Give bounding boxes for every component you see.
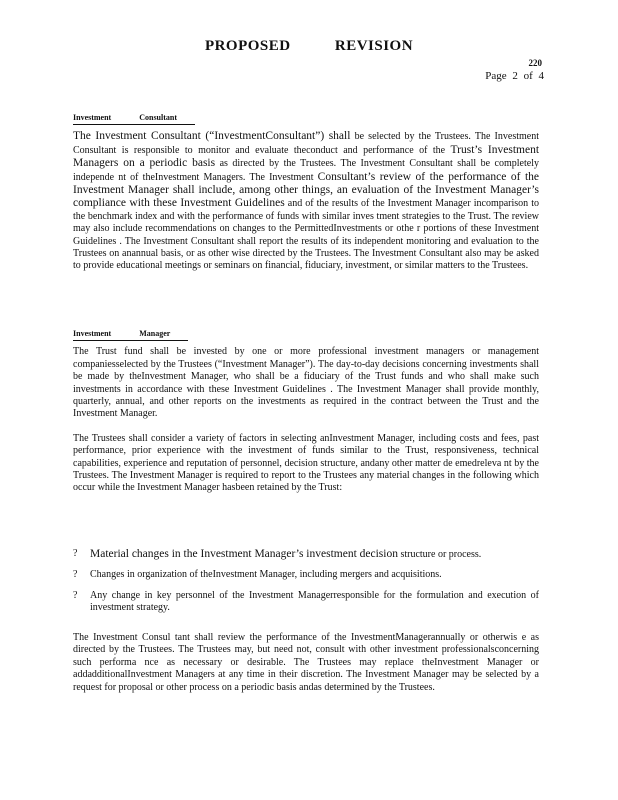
list-item [73, 569, 539, 581]
manager-heading: Investment Manager [73, 328, 188, 341]
consultant-text-b: be selected by the Trustees. The Investment Consultant is responsible to monitor and evaluate theconduct and performance of the [73, 131, 539, 156]
consultant-text-c: Trust’s Investment Managers on a periodic basis [73, 143, 540, 170]
bullet-text: Any change in key personnel of the Investment Managerresponsible for the formulation and execution of investment strategy. [90, 589, 539, 614]
manager-paragraph-1: The Trust fund shall be invested by one or more professional investment managers or management companiesselected by the Trustees (“Investment Manager”). The day-to-day decisions concerning investments shall be made by theInvestment Manager, who shall be a fiduciary of the Trust funds and who shall make such investments in accordance with these Investment Guidelines . The Investment Manager shall provide monthly, quarterly, annual, and other reports on the investments as required in the contract between the Trust and the Investment Manager. [73, 346, 539, 420]
manager-section [73, 328, 539, 495]
change-list [73, 548, 539, 623]
bullet-marker: ? [73, 589, 78, 601]
bullet-text: structure or process. [397, 549, 482, 560]
review-section [73, 632, 539, 694]
consultant-text-a: The Investment Consultant (“InvestmentConsultant”) shall [73, 130, 351, 143]
document-number: 220 [528, 58, 542, 68]
list-item [73, 590, 539, 615]
manager-paragraph-2: The Trustees shall consider a variety of factors in selecting anInvestment Manager, including costs and fees, past performance, prior experience with the investment of funds similar to the Trust, responsiveness, technical capabilities, experience and reputation of personnel, decision structure, andany other matter de emedreleva nt by the Trustees. The Investment Manager is required to report to the Trustees any material changes in the following which occur while the Investment Manager hasbeen retained by the Trust: [73, 432, 539, 494]
bullet-text: Changes in organization of theInvestment Manager, including mergers and acquisitions. [90, 569, 442, 581]
consultant-heading: Investment Consultant [73, 112, 195, 125]
consultant-text-d: as directed by the Trustees. The Investment Consultant shall be completely independe nt of theInvestment Managers. The Investment [73, 158, 539, 183]
page-number: Page 2 of 4 [485, 70, 544, 82]
consultant-section [73, 112, 539, 273]
manager-paragraph-3: The Investment Consul tant shall review the performance of the InvestmentManagerannually or otherwis e as directed by the Trustees. The Trustees may, but need not, consult with other investment professionalsconcerning such performa nce as necessary or desirable. The Trustees may replace theInvestment Manager or addadditionalInvestment Managers at any time in their discretion. The Investment Manager may be selected by a request for proposal or other process on a periodic basis andas determined by the Trustees. [73, 632, 539, 693]
consultant-text-f: and of the results of the Investment Manager incomparison to the benchmark index and with the performance of funds with similar inves tment strategies to the Trust. The review may also include recommendations on changes to the PermittedInvestments or othe r portions of these Investment Guidelines . The Investment Consultant shall report the results of its independent monitoring and evaluation to the Trustees on anannual basis, or as other wise directed by the Trustees. The Investment Consultant also may be asked to provide educational meetings or seminars on financial, fiduciary, investment, or similar matters to the Trustees. [73, 198, 540, 272]
bullet-lead-text: Material changes in the Investment Manager’s investment decision [90, 548, 398, 560]
bullet-marker: ? [73, 569, 78, 581]
document-title: PROPOSED REVISION [204, 38, 414, 54]
consultant-paragraph [73, 130, 539, 272]
bullet-marker: ? [73, 548, 78, 559]
consultant-text-e: Consultant’s review of the performance of the Investment Manager shall include, among other things, an evaluation of the Investment Manager’s compliance with these Investment Guidelines [73, 170, 539, 210]
list-item [73, 548, 539, 561]
